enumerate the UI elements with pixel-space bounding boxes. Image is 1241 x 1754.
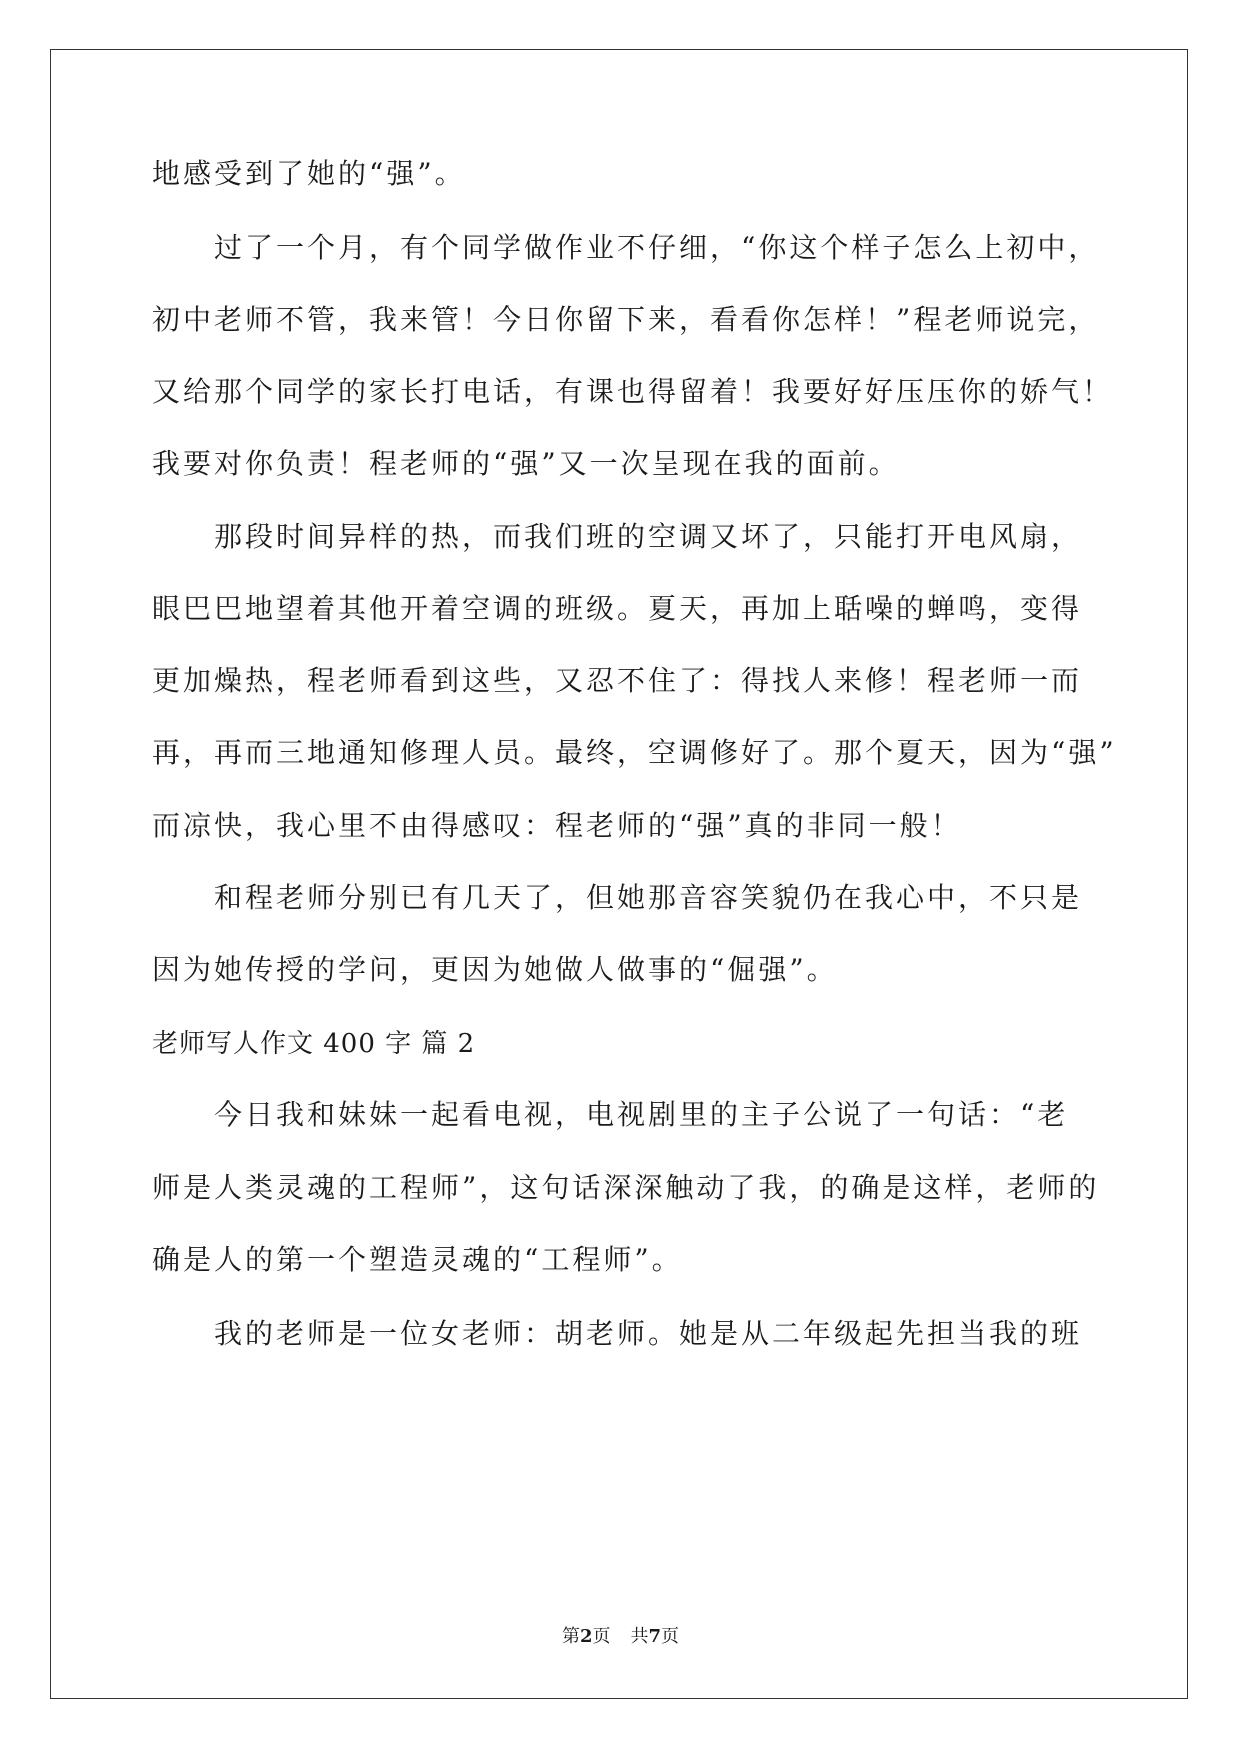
page-footer	[0, 1625, 1241, 1649]
paragraph-line: 师是人类灵魂的工程师”，这句话深深触动了我，的确是这样，老师的	[152, 1171, 1100, 1204]
paragraph-line: 过了一个月，有个同学做作业不仔细，“你这个样子怎么上初中，	[214, 231, 1100, 264]
paragraph-line: 和程老师分别已有几天了，但她那音容笑貌仍在我心中，不只是	[214, 881, 1083, 914]
paragraph-line: 初中老师不管，我来管！今日你留下来，看看你怎样！”程老师说完，	[152, 303, 1100, 336]
paragraph-line: 我要对你负责！程老师的“强”又一次呈现在我的面前。	[152, 447, 900, 480]
paragraph-line: 因为她传授的学问，更因为她做人做事的“倔强”。	[152, 953, 838, 986]
paragraph-line: 我的老师是一位女老师：胡老师。她是从二年级起先担当我的班	[214, 1317, 1083, 1350]
total-pages: 7	[648, 1626, 662, 1647]
paragraph-line: 地感受到了她的“强”。	[152, 157, 466, 190]
paragraph-line: 而凉快，我心里不由得感叹：程老师的“强”真的非同一般！	[152, 809, 962, 842]
total-suffix: 页	[661, 1626, 680, 1647]
paragraph-line: 更加燥热，程老师看到这些，又忍不住了：得找人来修！程老师一而	[152, 664, 1083, 697]
section-heading: 老师写人作文 400 字 篇 2	[152, 1029, 476, 1059]
page-suffix: 页	[592, 1626, 611, 1647]
paragraph-line: 那段时间异样的热，而我们班的空调又坏了，只能打开电风扇，	[214, 520, 1083, 553]
total-prefix: 共	[630, 1626, 649, 1647]
page-number: 2	[579, 1626, 593, 1647]
paragraph-line: 今日我和妹妹一起看电视，电视剧里的主子公说了一句话：“老	[214, 1098, 1069, 1131]
paragraph-line: 确是人的第一个塑造灵魂的“工程师”。	[152, 1243, 683, 1276]
paragraph-line: 再，再而三地通知修理人员。最终，空调修好了。那个夏天，因为“强”	[152, 736, 1117, 769]
page-prefix: 第	[561, 1626, 580, 1647]
page-border	[50, 49, 1188, 1699]
paragraph-line: 又给那个同学的家长打电话，有课也得留着！我要好好压压你的娇气！	[152, 375, 1114, 408]
paragraph-line: 眼巴巴地望着其他开着空调的班级。夏天，再加上聒噪的蝉鸣，变得	[152, 592, 1083, 625]
